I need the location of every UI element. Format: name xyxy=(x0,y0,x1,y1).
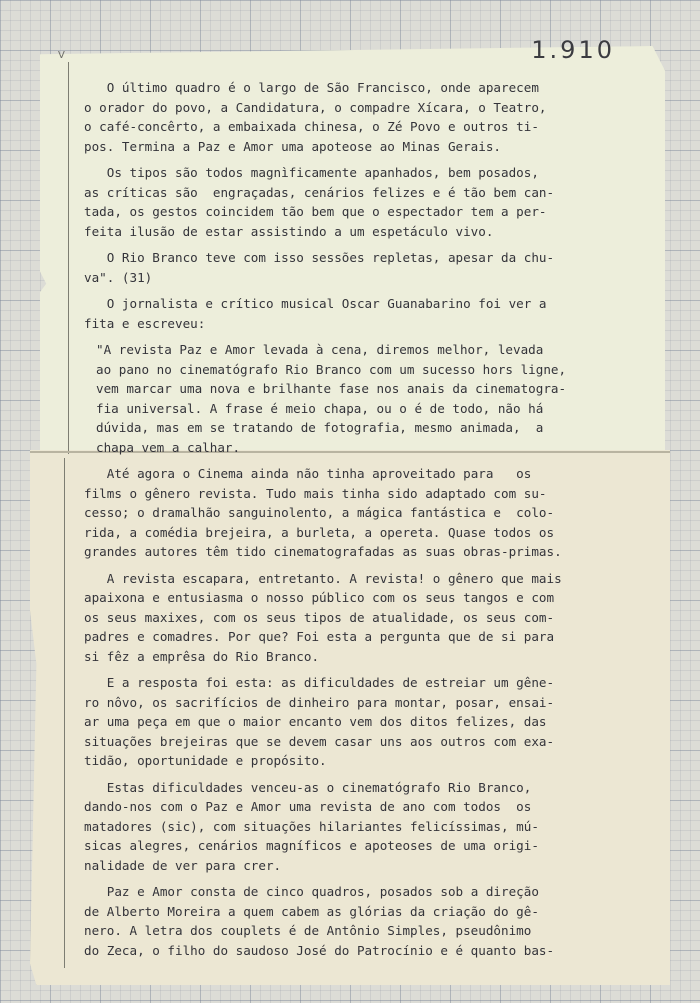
text-line: E a resposta foi esta: as dificuldades de estreiar um gêne- xyxy=(84,675,555,690)
text-line: Até agora o Cinema ainda não tinha aproveitado para os xyxy=(84,466,532,481)
text-line: tada, os gestos coincidem tão bem que o espectador tem a per- xyxy=(84,204,547,219)
typewritten-text xyxy=(84,78,584,967)
text-line: films o gênero revista. Tudo mais tinha sido adaptado com su- xyxy=(84,485,547,501)
text-line: pos. Termina a Paz e Amor uma apoteose ao Minas Gerais. xyxy=(84,138,502,154)
text-line: os seus maxixes, com os seus tipos de atualidade, os seus com- xyxy=(84,609,555,625)
paragraph xyxy=(84,248,584,287)
text-line: grandes autores têm tido cinematografadas as suas obras-primas. xyxy=(84,544,562,559)
corner-mark: V xyxy=(58,50,65,61)
quote-paragraph xyxy=(84,340,584,457)
text-line: sicas alegres, cenários magníficos e apoteoses de uma origi- xyxy=(84,838,539,853)
text-line: ao pano no cinematógrafo Rio Branco com um sucesso hors ligne, xyxy=(96,361,567,377)
paragraph xyxy=(84,163,584,241)
text-line: Paz e Amor consta de cinco quadros, posados sob a direção xyxy=(84,884,539,899)
text-line: situações brejeiras que se devem casar uns aos outros com exa- xyxy=(84,733,555,749)
paragraph xyxy=(84,778,584,876)
text-line: "A revista Paz e Amor levada à cena, diremos melhor, levada xyxy=(96,342,544,357)
text-line: nalidade de ver para crer. xyxy=(84,857,282,873)
text-line: dúvida, mas em se tratando de fotografia, mesmo animada, a xyxy=(96,420,544,435)
text-line: de Alberto Moreira a quem cabem as glórias da criação do gê- xyxy=(84,903,539,919)
paragraph xyxy=(84,78,584,156)
margin-rule-bottom xyxy=(64,458,65,968)
text-line: tidão, oportunidade e propósito. xyxy=(84,753,327,768)
text-line: o café-concêrto, a embaixada chinesa, o Zé Povo e outros ti- xyxy=(84,119,539,134)
text-line: fita e escreveu: xyxy=(84,315,206,331)
text-line: O último quadro é o largo de São Francisco, onde aparecem xyxy=(84,80,539,95)
text-line: padres e comadres. Por que? Foi esta a pergunta que de si para xyxy=(84,629,555,644)
text-line: ar uma peça em que o maior encanto vem dos ditos felizes, das xyxy=(84,714,547,729)
text-line: cesso; o dramalhão sanguinolento, a mágica fantástica e colo- xyxy=(84,505,555,520)
handwritten-page-number: 1.910 xyxy=(531,36,615,64)
text-line: ro nôvo, os sacrifícios de dinheiro para montar, posar, ensai- xyxy=(84,694,555,710)
text-line: matadores (sic), com situações hilariantes felicíssimas, mú- xyxy=(84,818,539,834)
text-line: do Zeca, o filho do saudoso José do Patrocínio e é quanto bas- xyxy=(84,942,555,958)
paragraph xyxy=(84,673,584,771)
paragraph xyxy=(84,464,584,562)
text-line: feita ilusão de estar assistindo a um espetáculo vivo. xyxy=(84,223,494,239)
paragraph xyxy=(84,882,584,960)
text-line: rida, a comédia brejeira, a burleta, a opereta. Quase todos os xyxy=(84,524,555,540)
text-line: A revista escapara, entretanto. A revista! o gênero que mais xyxy=(84,570,562,586)
text-line: Estas dificuldades venceu-as o cinematógrafo Rio Branco, xyxy=(84,779,532,795)
paragraph xyxy=(84,569,584,667)
text-line: as críticas são engraçadas, cenários felizes e é tão bem can- xyxy=(84,184,555,200)
text-line: va". (31) xyxy=(84,269,153,285)
text-line: O jornalista e crítico musical Oscar Guanabarino foi ver a xyxy=(84,296,547,311)
text-line: nero. A letra dos couplets é de Antônio Simples, pseudônimo xyxy=(84,923,532,938)
text-line: o orador do povo, a Candidatura, o compadre Xícara, o Teatro, xyxy=(84,99,547,115)
text-line: O Rio Branco teve com isso sessões repletas, apesar da chu- xyxy=(84,250,555,265)
text-line: apaixona e entusiasma o nosso público com os seus tangos e com xyxy=(84,590,555,605)
text-line: dando-nos com o Paz e Amor uma revista de ano com todos os xyxy=(84,799,532,814)
paragraph xyxy=(84,294,584,333)
text-line: si fêz a emprêsa do Rio Branco. xyxy=(84,648,320,664)
text-line: chapa vem a calhar. xyxy=(96,439,241,455)
text-line: fia universal. A frase é meio chapa, ou o é de todo, não há xyxy=(96,400,544,416)
margin-rule-top xyxy=(68,62,69,454)
text-line: Os tipos são todos magnìficamente apanhados, bem posados, xyxy=(84,165,539,180)
text-line: vem marcar uma nova e brilhante fase nos anais da cinematogra- xyxy=(96,381,567,396)
